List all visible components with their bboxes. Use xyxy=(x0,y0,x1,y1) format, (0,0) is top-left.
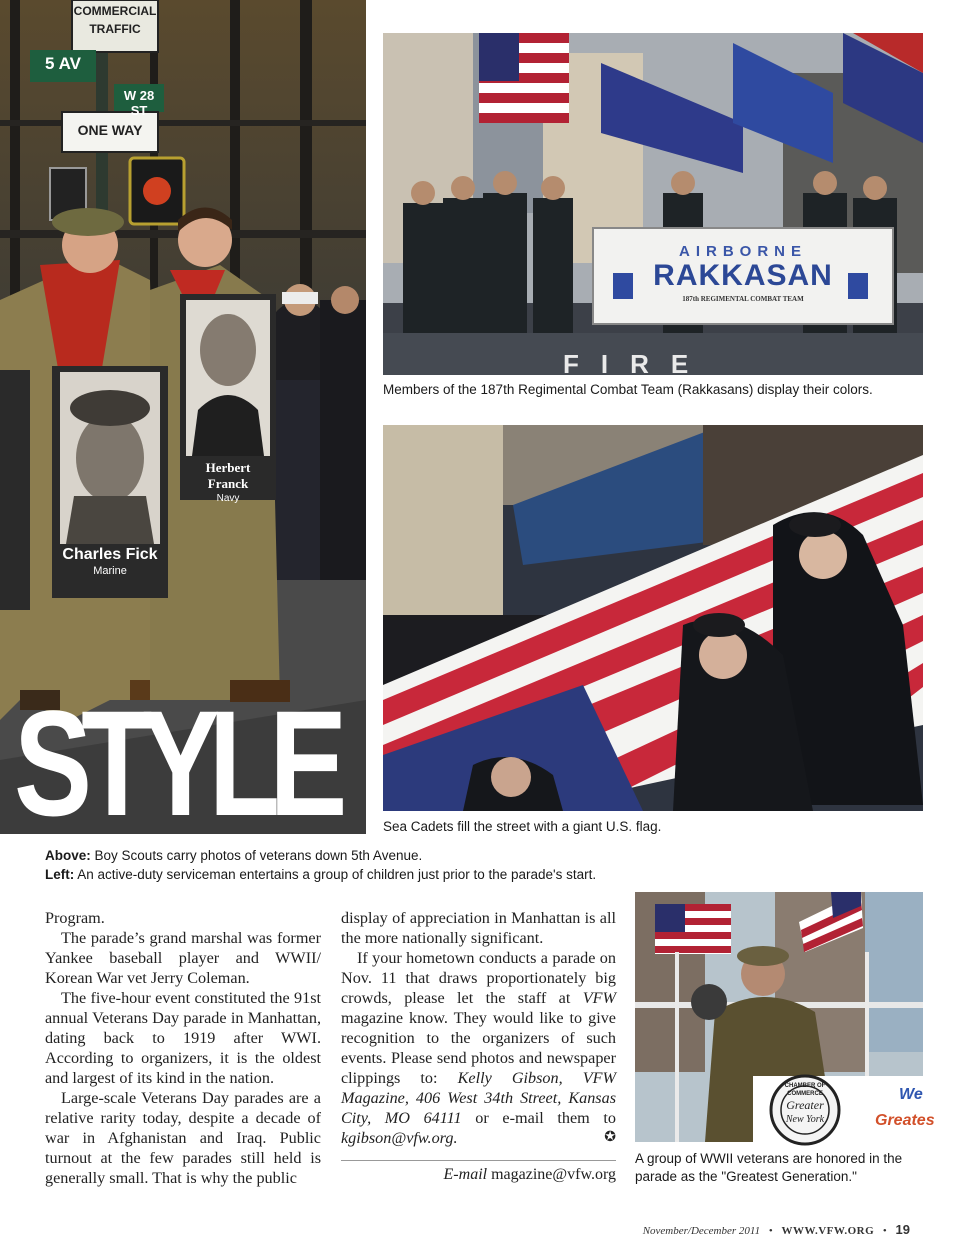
street-sign-w-28-st: W 28 ST xyxy=(123,88,155,118)
email-line xyxy=(341,1165,616,1185)
sign-side-greates: Greates xyxy=(875,1112,935,1129)
banner-combat-team: 187th REGIMENTAL COMBAT TEAM xyxy=(682,295,804,303)
portrait-name: Charles Fick xyxy=(62,546,158,563)
caption-left-label: Left: xyxy=(45,867,75,882)
vfw-italic: VFW xyxy=(582,989,616,1007)
street-word-fire: FIRE xyxy=(563,349,711,379)
text-run: or e-mail them to xyxy=(461,1109,616,1127)
photo-sea-cadets-flag xyxy=(383,425,923,811)
article-paragraph xyxy=(341,948,616,1148)
street-sign-5-av: 5 AV xyxy=(45,54,81,73)
email-address-link[interactable]: magazine@vfw.org xyxy=(491,1166,616,1183)
portrait-name: Herbert Franck xyxy=(205,460,251,491)
page-footer xyxy=(560,1222,910,1237)
caption-wwii: A group of WWII veterans are honored in the parade as the "Greatest Generation." xyxy=(635,1151,903,1184)
commercial-traffic-sign xyxy=(72,2,158,38)
article-column-2 xyxy=(341,908,616,1148)
article-paragraph: display of appreciation in Manhattan is all the more nationally significant. xyxy=(341,909,616,947)
contact-email[interactable]: kgibson@vfw.org. xyxy=(341,1129,458,1147)
article-paragraph: The five-hour event constituted the 91st annual Veterans Day parade in Manhattan, dating back to 1919 after WWI. According to organizers, it is the oldest and largest of its kind in the nation. xyxy=(45,989,321,1087)
one-way-sign: ONE WAY xyxy=(77,122,143,138)
banner-rakkasan: RAKKASAN xyxy=(653,259,833,292)
portrait-herbert-franck xyxy=(186,460,270,505)
portrait-charles-fick xyxy=(60,546,160,578)
hero-photo-boy-scouts xyxy=(0,0,366,847)
photo-wwii-veterans xyxy=(635,892,935,1142)
sign-new-york: New York xyxy=(785,1114,825,1125)
page-number: 19 xyxy=(895,1222,910,1237)
sign-greater: Greater xyxy=(786,1098,824,1112)
caption-sea-cadets: Sea Cadets fill the street with a giant U.S. flag. xyxy=(383,819,662,834)
article-paragraph: Program. xyxy=(45,909,105,927)
text-run: magazine know. They would like to give recognition to the organizers of such events. Please send photos and newspaper clippings to: xyxy=(341,1009,616,1087)
footer-website[interactable]: WWW.VFW.ORG xyxy=(781,1225,875,1237)
caption-above-text: Boy Scouts carry photos of veterans down 5th Avenue. xyxy=(94,848,423,863)
article-column-1 xyxy=(45,908,321,1188)
footer-date: November/December 2011 xyxy=(642,1225,761,1237)
banner-airborne: AIRBORNE xyxy=(678,243,807,260)
caption-left xyxy=(45,866,925,884)
email-rule xyxy=(341,1160,616,1161)
caption-above-label: Above: xyxy=(45,848,91,863)
caption-above xyxy=(45,847,925,865)
text-run: If your hometown conducts a parade on Nov. 11 that draws proportionately big crowds, please let the staff at xyxy=(341,949,616,1007)
sign-commercial: COMMERCIAL xyxy=(73,4,157,18)
footer-separator: • xyxy=(768,1225,773,1237)
photo-rakkasan-colors xyxy=(383,33,923,379)
sign-traffic: TRAFFIC xyxy=(89,22,141,36)
caption-rakkasan: Members of the 187th Regimental Combat Team (Rakkasans) display their colors. xyxy=(383,382,873,397)
portrait-branch: Navy xyxy=(216,493,240,504)
flag-scene xyxy=(383,425,923,811)
article-paragraph: Large-scale Veterans Day parades are a relative rarity today, despite a decade of war in Afghanistan and Iraq. Public turnout at the few parades still held is generally small. That is why the public xyxy=(45,1089,321,1187)
footer-separator: • xyxy=(882,1225,887,1237)
article-paragraph: The parade’s grand marshal was former Yankee baseball player and WWII/ Korean War vet Jerry Coleman. xyxy=(45,929,321,987)
mailing-address: Kelly Gibson, VFW Magazine, 406 West 34th Street, Kansas City, MO 64111 xyxy=(341,1069,616,1127)
caption-left-text: An active-duty serviceman entertains a group of children just prior to the parade's start. xyxy=(77,867,597,882)
headline-style-word: STYLE xyxy=(14,679,337,847)
sign-chamber-of-commerce: CHAMBER OF COMMERCE xyxy=(784,1083,826,1097)
portrait-branch: Marine xyxy=(93,565,127,577)
sign-side-we: We xyxy=(899,1086,923,1103)
rakkasan-scene xyxy=(383,33,923,375)
end-mark-icon: ✪ xyxy=(604,1130,616,1145)
email-label: E-mail xyxy=(443,1166,488,1183)
